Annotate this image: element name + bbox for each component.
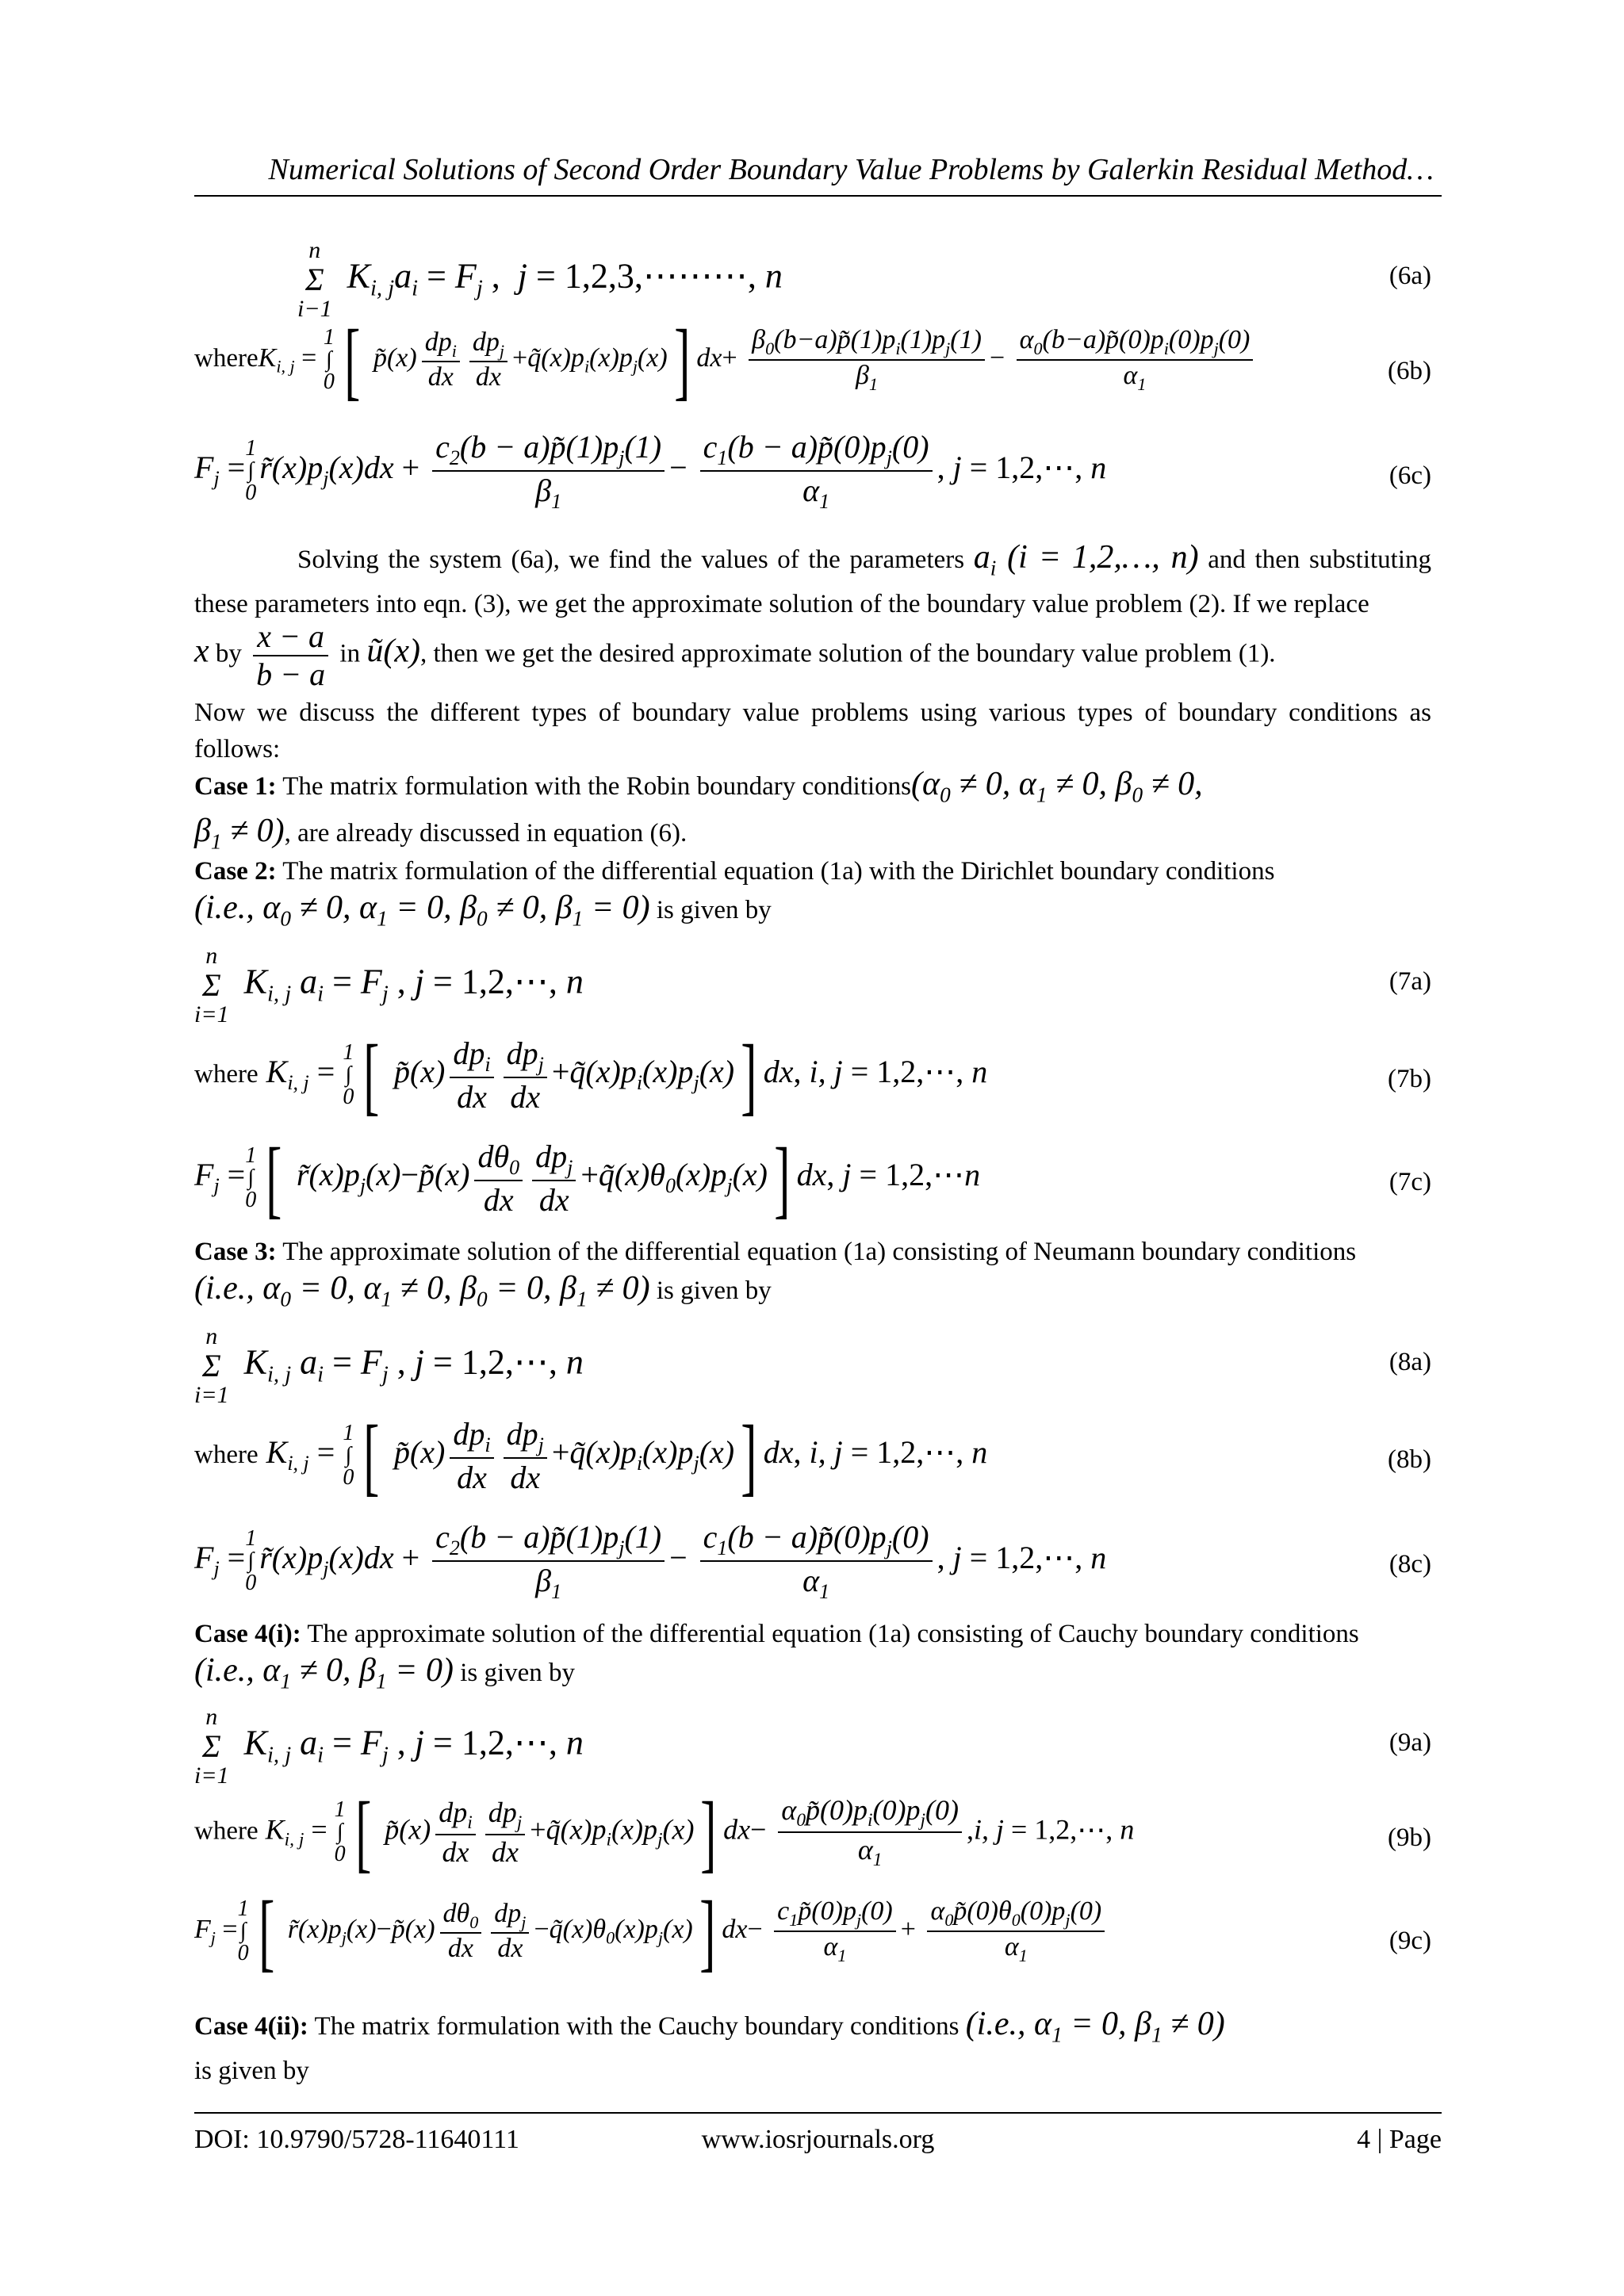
footer [194,2125,1442,2161]
case-4i: Case 4(i): The approximate solution of the differential equation (1a) consisting of Cauchy boundary conditions (i.e., $\alpha_1 \ne 0$, $\beta_1 = 0$) is given by [194,1620,1359,1693]
replace-line: x by $\frac{x - a}{b - a}$ in ũ(x), then we get the desired approximate solution of the boundary value problem (1). [194,618,1276,692]
equation-number: (7c) [1388,1168,1431,1196]
where-label: where [194,343,259,373]
equation-number: (8c) [1388,1550,1431,1578]
case-4ii: Case 4(ii): The matrix formulation with the Cauchy boundary conditions (i.e., $\alpha_1 = 0$, $\beta_1 \ne 0$) is given by [194,2006,1225,2086]
doi: DOI: 10.9790/5728-11640111 [194,2125,519,2154]
equation-number: (9a) [1388,1728,1431,1757]
header-rule [194,195,1442,197]
page-number: 4 | Page [1357,2125,1442,2154]
equation-6b: whereK$_{i, j}$ = 1 ∫ 0 [ p̃(x) $\frac{dp_i}{dx}$ $\frac{dp_j}{dx}$ $+q̃(x)p_i(x)p_j(x)$] dx+ $\frac{\beta_0(b-a)p̃(1)p_i(1)p_j(1)}{\beta_1}$ − $\frac{\alpha_0(b-a)p̃(0)p_i(0)p_j(0)}{\alpha_1}$ (6b) [194,312,1431,408]
equation-7c: $F_j$ = 1 ∫ 0 [ $r̃(x)p_j(x)-p̃(x)$ $\frac{d\theta_0}{dx}$ $\frac{dp_j}{dx}$ $+q̃(x)\theta_0(x)p_j(x)$] dx, j = 1,2,⋯n (7c) [194,1130,1431,1226]
case-1: Case 1: The matrix formulation with the Robin boundary $conditions(\alpha_0 \ne 0$, $\alpha_1 \ne 0$, $\beta_0 \ne 0$, $\beta_1 \ne 0$), are already discussed in equation (6). [194,766,1203,854]
case-2: Case 2: The matrix formulation of the differential equation (1a) with the Dirichlet boundary conditions (i.e., $\alpha_0 \ne 0$, $\alpha_1 = 0$, $\beta_0 \ne 0$, $\beta_1 = 0$) is given by [194,857,1275,931]
running-header: Numerical Solutions of Second Order Boundary Value Problems by Galerkin Residual Method… [268,153,1434,186]
equation-8b: where $K_{i, j}$ = 1 ∫ 0 [ p̃(x) $\frac{dp_i}{dx}$ $\frac{dp_j}{dx}$ $+q̃(x)p_i(x)p_j(x)$] dx, i, j = 1,2,⋯, n (8b) [194,1407,1431,1504]
equation-8c: $F_j$ = 1 ∫ 0 $r̃(x)p_j(x)dx$ + $\frac{c_2(b - a)p̃(1)p_j(1)}{\beta_1}$ − $\frac{c_1(b - a)p̃(0)p_j(0)}{\alpha_1}$ , j = 1,2,⋯, n (8c) [194,1519,1431,1603]
equation-number: (9c) [1388,1927,1431,1955]
equation-number: (9b) [1388,1823,1431,1852]
case-3: Case 3: The approximate solution of the differential equation (1a) consisting of Neumann boundary conditions (i.e., $\alpha_0 = 0$, $\alpha_1 \ne 0$, $\beta_0 = 0$, $\beta_1 \ne 0$) is given by [194,1238,1357,1311]
equation-number: (6b) [1388,357,1431,385]
equation-number: (6a) [1388,262,1431,290]
footer-rule [194,2112,1442,2114]
equation-number: (6c) [1388,461,1431,490]
equation-6a: n Σ i−1 $K_{i, j}a_i = F_j$ , j = 1,2,3,⋯⋯⋯, n (6a) [297,237,1431,322]
equation-9a: n Σ i=1 $K_{i, j}$ $a_i = F_j$ , j = 1,2,⋯, n (9a) [194,1704,1431,1789]
equation-6c: $F_j$ = 1 ∫ 0 $r̃(x)p_j(x)dx$ + $\frac{c_2(b - a)p̃(1)p_j(1)}{\beta_1}$ − $\frac{c_1(b - a)p̃(0)p_j(0)}{\alpha_1}$ , j = 1,2,⋯, n (6c) [194,429,1431,513]
equation-number: (8a) [1388,1348,1431,1376]
equation-8a: n Σ i=1 $K_{i, j}$ $a_i = F_j$ , j = 1,2,⋯, n (8a) [194,1323,1431,1408]
equation-7a: n Σ i=1 $K_{i, j}$ $a_i = F_j$ , j = 1,2,⋯, n (7a) [194,943,1431,1027]
website-link[interactable]: www.iosrjournals.org [701,2125,935,2154]
solving-paragraph: Solving the system (6a), we find the values of the parameters $a_i$ (i = 1,2,…, n) and then substituting these parameters into eqn. (3), we get the approximate solution of the boundary value problem (2). If we replace [194,539,1432,619]
equation-number: (7b) [1388,1065,1431,1093]
discussion-paragraph: Now we discuss the different types of boundary value problems using various types of boundary conditions as follows: [194,698,1431,763]
equation-number: (8b) [1388,1445,1431,1474]
equation-9b: where $K_{i, j}$ = 1 ∫ 0 [ p̃(x) $\frac{dp_i}{dx}$ $\frac{dp_j}{dx}$ $+q̃(x)p_i(x)p_j(x)$] dx− $\frac{\alpha_0p̃(0)p_i(0)p_j(0)}{\alpha_1}$ ,i, j = 1,2,⋯, n (9b) [194,1784,1431,1881]
equation-number: (7a) [1388,967,1431,996]
equation-7b: where $K_{i, j}$ = 1 ∫ 0 [ p̃(x) $\frac{dp_i}{dx}$ $\frac{dp_j}{dx}$ $+q̃(x)p_i(x)p_j(x)$] dx, i, j = 1,2,⋯, n (7b) [194,1027,1431,1123]
equation-9c: $F_j$ = 1 ∫ 0 [ $r̃(x)p_j(x)-p̃(x)$ $\frac{d\theta_0}{dx}$ $\frac{dp_j}{dx}$ $-q̃(x)\theta_0(x)p_j(x)$] dx− $\frac{c_1p̃(0)p_j(0)}{\alpha_1}$ + $\frac{\alpha_0p̃(0)\theta_0(0)p_j(0)}{\alpha_1}$ (9c) [194,1883,1431,1980]
